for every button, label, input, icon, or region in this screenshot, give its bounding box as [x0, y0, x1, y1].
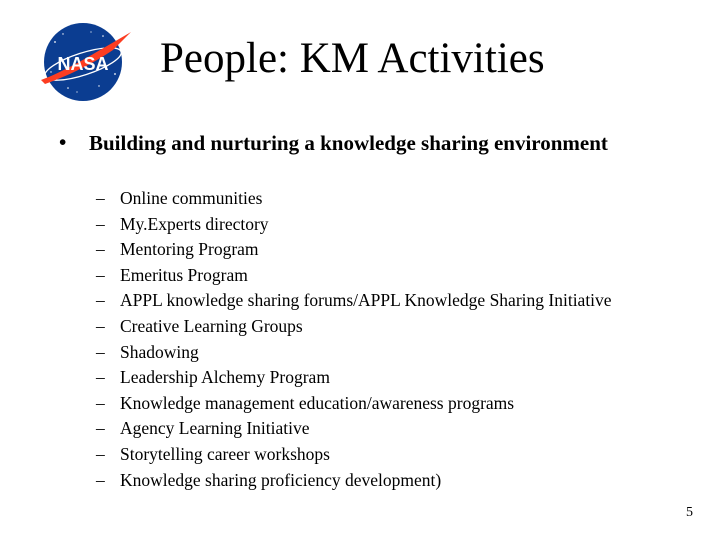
- dash-icon: –: [96, 392, 105, 413]
- list-item-text: Mentoring Program: [120, 239, 259, 260]
- list-item-text: My.Experts directory: [120, 213, 269, 234]
- list-item: [96, 237, 656, 263]
- sub-item-list: [96, 186, 656, 493]
- list-item: [96, 365, 656, 391]
- dash-icon: –: [96, 188, 105, 208]
- main-point: Building and nurturing a knowledge sharing environment: [89, 131, 608, 155]
- list-item-text: Knowledge sharing proficiency development): [120, 469, 442, 490]
- list-item: [96, 340, 656, 366]
- list-item: [96, 263, 656, 289]
- list-item-text: Shadowing: [120, 341, 199, 362]
- dash-icon: –: [96, 315, 105, 336]
- list-item: [96, 468, 656, 494]
- bullet-icon: •: [59, 130, 67, 154]
- dash-icon: –: [96, 213, 105, 234]
- list-item-text: Online communities: [120, 188, 263, 208]
- list-item-text: Emeritus Program: [120, 264, 248, 285]
- list-item-text: Knowledge management education/awareness programs: [120, 392, 515, 413]
- list-item: [96, 212, 656, 238]
- slide-title: People: KM Activities: [160, 35, 545, 82]
- dash-icon: –: [96, 418, 105, 439]
- list-item-text: Storytelling career workshops: [120, 443, 330, 464]
- dash-icon: –: [96, 341, 105, 362]
- page-number: 5: [686, 505, 693, 520]
- list-item: [96, 391, 656, 417]
- list-item: [96, 416, 656, 442]
- list-item: [96, 288, 656, 314]
- list-item: [96, 186, 656, 212]
- list-item-text: Creative Learning Groups: [120, 315, 303, 336]
- list-item: [96, 442, 656, 468]
- dash-icon: –: [96, 290, 105, 311]
- list-item-text: APPL knowledge sharing forums/APPL Knowledge Sharing Initiative: [120, 290, 612, 311]
- nasa-logo-icon: [33, 22, 133, 102]
- nasa-logo-text: NASA: [57, 54, 109, 74]
- list-item-text: Agency Learning Initiative: [120, 418, 310, 439]
- dash-icon: –: [96, 264, 105, 285]
- dash-icon: –: [96, 239, 105, 260]
- dash-icon: –: [96, 443, 105, 464]
- list-item: [96, 314, 656, 340]
- dash-icon: –: [96, 469, 105, 490]
- list-item-text: Leadership Alchemy Program: [120, 367, 330, 388]
- dash-icon: –: [96, 367, 105, 388]
